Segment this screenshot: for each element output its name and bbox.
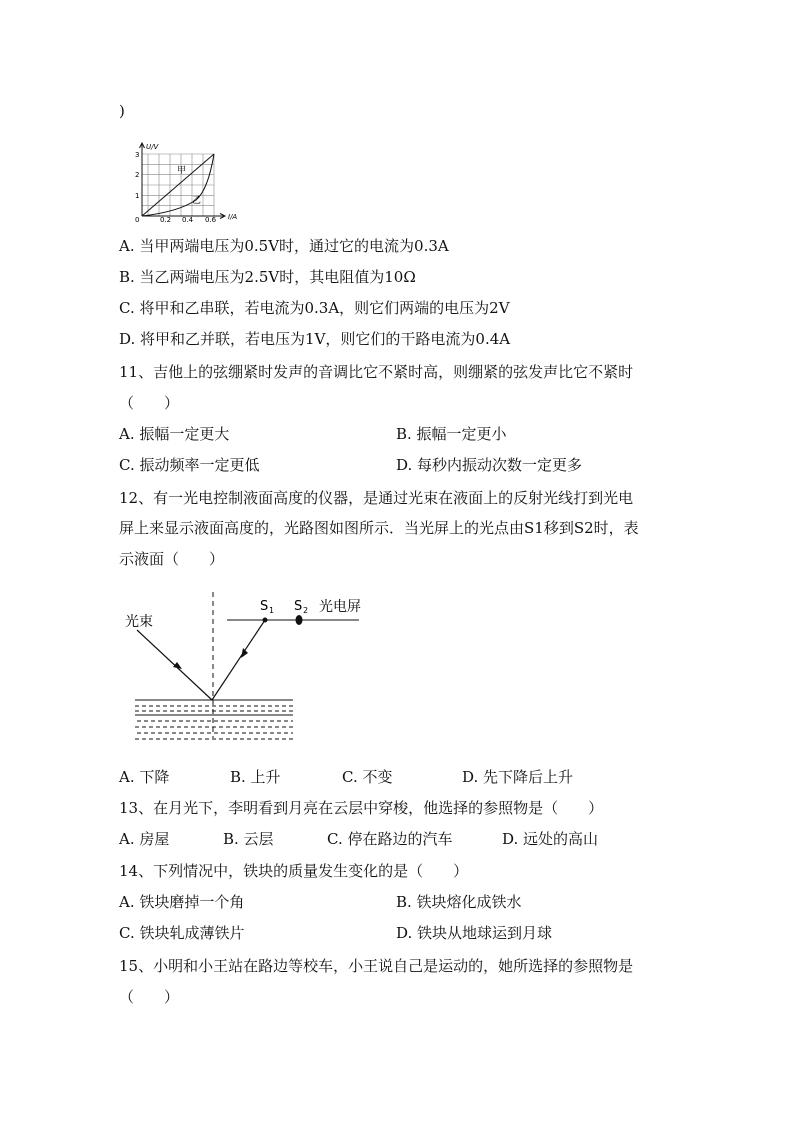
reflected-ray xyxy=(212,620,265,700)
q13-option-b: B. 云层 xyxy=(223,830,274,848)
q13-option-d: D. 远处的高山 xyxy=(502,830,599,848)
q15-stem-line2: （ ） xyxy=(119,988,180,1006)
y-tick-2: 2 xyxy=(135,171,140,179)
s2-subscript: 2 xyxy=(303,606,309,615)
q11-stem-line2: （ ） xyxy=(119,394,180,412)
q12-light-path-diagram xyxy=(115,590,375,750)
q12-option-c: C. 不变 xyxy=(342,768,393,786)
reflected-arrow xyxy=(241,648,248,658)
x-tick-02: 0.2 xyxy=(160,216,172,222)
q14-option-a: A. 铁块磨掉一个角 xyxy=(119,893,245,911)
y-axis-label: U/V xyxy=(146,143,159,151)
y-tick-1: 1 xyxy=(135,192,140,200)
q11-stem-line1: 11、吉他上的弦绷紧时发声的音调比它不紧时高，则绷紧的弦发声比它不紧时 xyxy=(119,363,634,381)
incident-arrow xyxy=(173,662,182,669)
q12-option-d: D. 先下降后上升 xyxy=(462,768,574,786)
q14-stem: 14、下列情况中，铁块的质量发生变化的是（ ） xyxy=(119,862,469,880)
curve-yi-label: 乙 xyxy=(192,196,202,206)
q10-tail: ) xyxy=(119,102,125,120)
q11-option-c: C. 振动频率一定更低 xyxy=(119,456,260,474)
liquid-hatching xyxy=(135,706,293,739)
q15-stem-line1: 15、小明和小王站在路边等校车，小王说自己是运动的，她所选择的参照物是 xyxy=(119,957,634,975)
q14-option-b: B. 铁块熔化成铁水 xyxy=(396,893,522,911)
incident-ray xyxy=(137,630,212,700)
origin-label: 0 xyxy=(135,216,140,222)
q10-option-d: D. 将甲和乙并联，若电压为1V，则它们的干路电流为0.4A xyxy=(119,330,511,348)
q12-stem-line1: 12、有一光电控制液面高度的仪器，是通过光束在液面上的反射光线打到光电 xyxy=(119,489,634,507)
beam-label: 光束 xyxy=(125,614,153,630)
s1-label: S xyxy=(260,599,269,614)
q12-option-b: B. 上升 xyxy=(230,768,281,786)
q13-stem: 13、在月光下，李明看到月亮在云层中穿梭，他选择的参照物是（ ） xyxy=(119,799,604,817)
s2-label: S xyxy=(294,599,303,614)
q11-option-d: D. 每秒内振动次数一定更多 xyxy=(396,456,583,474)
q13-option-c: C. 停在路边的汽车 xyxy=(327,830,453,848)
q11-option-a: A. 振幅一定更大 xyxy=(119,425,230,443)
y-tick-3: 3 xyxy=(135,151,140,159)
x-axis-label: I/A xyxy=(228,213,238,221)
q10-ui-graph xyxy=(128,140,253,222)
x-tick-06: 0.6 xyxy=(205,216,217,222)
curve-jia-label: 甲 xyxy=(177,166,187,176)
spot-s1 xyxy=(263,618,268,623)
s1-subscript: 1 xyxy=(269,606,275,615)
spot-s2 xyxy=(296,615,303,625)
q10-option-b: B. 当乙两端电压为2.5V时，其电阻值为10Ω xyxy=(119,268,416,286)
q12-stem-line2: 屏上来显示液面高度的，光路图如图所示．当光屏上的光点由S1移到S2时，表 xyxy=(119,519,639,537)
x-tick-04: 0.4 xyxy=(182,216,194,222)
q12-stem-line3: 示液面（ ） xyxy=(119,550,225,568)
screen-label: 光电屏 xyxy=(319,599,361,615)
q13-option-a: A. 房屋 xyxy=(119,830,170,848)
q14-option-c: C. 铁块轧成薄铁片 xyxy=(119,924,245,942)
q11-option-b: B. 振幅一定更小 xyxy=(396,425,507,443)
q12-option-a: A. 下降 xyxy=(119,768,170,786)
q14-option-d: D. 铁块从地球运到月球 xyxy=(396,924,553,942)
q10-option-c: C. 将甲和乙串联，若电流为0.3A，则它们两端的电压为2V xyxy=(119,299,510,317)
q10-option-a: A. 当甲两端电压为0.5V时，通过它的电流为0.3A xyxy=(119,237,449,255)
